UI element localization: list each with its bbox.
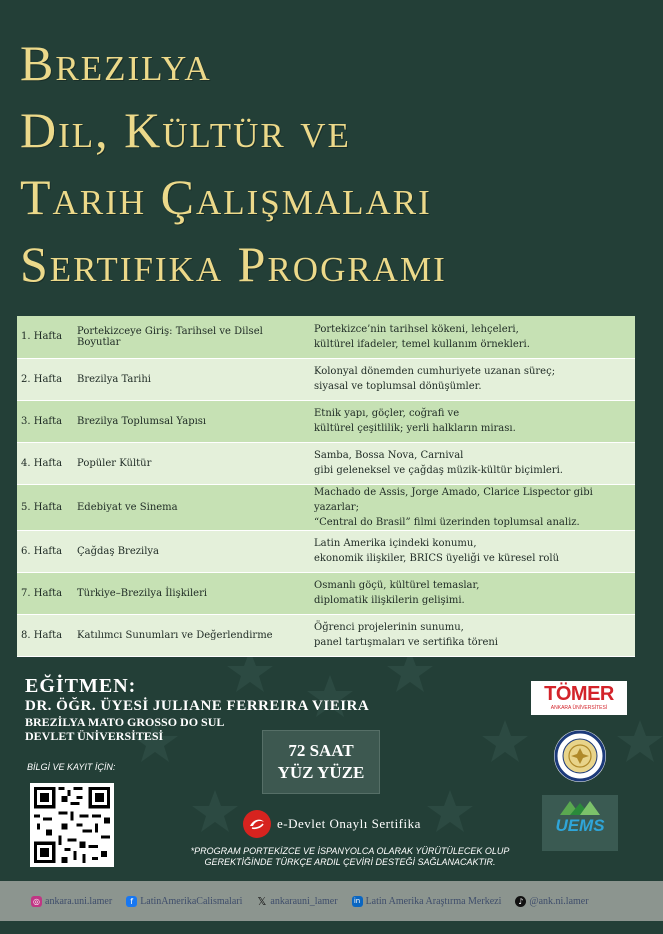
tomer-subtitle: ANKARA ÜNİVERSİTESİ bbox=[550, 705, 608, 711]
topic-cell: Edebiyat ve Sinema bbox=[73, 484, 310, 530]
week-cell: 8. Hafta bbox=[17, 614, 73, 656]
edevlet-label: e-Devlet Onaylı Sertifika bbox=[277, 816, 421, 831]
table-row bbox=[17, 316, 635, 358]
topic-cell: Çağdaş Brezilya bbox=[73, 530, 310, 572]
description-line: panel tartışmaları ve sertifika töreni bbox=[314, 637, 499, 648]
week-cell: 2. Hafta bbox=[17, 358, 73, 400]
social-link-instagram[interactable] bbox=[31, 896, 112, 907]
description-line: Etnik yapı, göçler, coğrafi ve bbox=[314, 408, 460, 419]
description-line: Portekizce’nin tarihsel kökeni, lehçeleri, bbox=[314, 323, 519, 335]
description-line: Kolonyal dönemden cumhuriyete uzanan süreç; bbox=[314, 366, 556, 377]
note-line-1: *PROGRAM PORTEKİZCE VE İSPANYOLCA OLARAK YÜRÜTÜLECEK OLUP bbox=[190, 846, 510, 856]
instructor-heading: EĞİTMEN: bbox=[25, 675, 137, 697]
week-cell: 4. Hafta bbox=[17, 442, 73, 484]
topic-cell: Türkiye–Brezilya İlişkileri bbox=[73, 572, 310, 614]
description-line: siyasal ve toplumsal dönüşümler. bbox=[314, 381, 482, 392]
linkedin-handle: Latin Amerika Araştırma Merkezi bbox=[365, 895, 502, 907]
social-link-linkedin[interactable] bbox=[352, 896, 502, 907]
description-cell bbox=[310, 358, 635, 400]
uems-logo bbox=[542, 795, 618, 851]
note-line-2: GEREKTİĞİNDE TÜRKÇE ARDIL ÇEVİRİ DESTEĞİ SAĞLANACAKTIR. bbox=[204, 857, 496, 867]
ankara-university-seal-icon bbox=[553, 729, 607, 783]
social-link-facebook[interactable] bbox=[126, 896, 242, 907]
uems-brand: UEMS bbox=[555, 816, 605, 835]
facebook-handle: LatinAmerikaCalismalari bbox=[140, 895, 243, 907]
description-line: “Central do Brasil” filmi üzerinden toplumsal analiz. bbox=[314, 516, 580, 528]
description-cell bbox=[310, 572, 635, 614]
description-cell bbox=[310, 530, 635, 572]
format-text: YÜZ YÜZE bbox=[277, 763, 365, 782]
description-cell bbox=[310, 442, 635, 484]
topic-cell: Brezilya Toplumsal Yapısı bbox=[73, 400, 310, 442]
social-link-tiktok[interactable] bbox=[515, 896, 588, 907]
description-cell bbox=[310, 614, 635, 656]
title-line-4: Sertifika Programı bbox=[20, 236, 447, 292]
instructor-name: DR. ÖĞR. ÜYESİ JULIANE FERREIRA VIEIRA bbox=[25, 698, 370, 714]
description-line: gibi geleneksel ve çağdaş müzik-kültür biçimleri. bbox=[314, 465, 563, 476]
table-row bbox=[17, 572, 635, 614]
description-line: Osmanlı göçü, kültürel temaslar, bbox=[314, 580, 480, 591]
instagram-handle: ankara.uni.lamer bbox=[45, 895, 113, 907]
qr-code[interactable] bbox=[30, 783, 114, 867]
week-cell: 6. Hafta bbox=[17, 530, 73, 572]
tiktok-handle: @ank.ni.lamer bbox=[529, 895, 589, 907]
info-registration-label: BİLGİ VE KAYIT İÇİN: bbox=[27, 762, 116, 772]
social-link-x[interactable] bbox=[256, 896, 337, 907]
topic-cell: Popüler Kültür bbox=[73, 442, 310, 484]
edevlet-certificate bbox=[243, 810, 421, 838]
description-line: ekonomik ilişkiler, BRICS üyeliği ve küresel rolü bbox=[314, 553, 560, 564]
description-line: diplomatik ilişkilerin gelişimi. bbox=[314, 595, 465, 606]
hours-badge bbox=[262, 730, 380, 794]
table-row bbox=[17, 400, 635, 442]
table-row bbox=[17, 530, 635, 572]
description-line: Latin Amerika içindeki konumu, bbox=[314, 538, 477, 549]
week-cell: 3. Hafta bbox=[17, 400, 73, 442]
table-row bbox=[17, 442, 635, 484]
x-handle: ankarauni_lamer bbox=[270, 895, 338, 907]
tiktok-icon: ♪ bbox=[515, 896, 526, 907]
x-icon: 𝕏 bbox=[257, 894, 267, 908]
program-title bbox=[20, 30, 650, 298]
table-row bbox=[17, 484, 635, 530]
title-line-2: Dil, Kültür ve bbox=[20, 102, 351, 158]
description-line: Samba, Bossa Nova, Carnival bbox=[314, 450, 464, 461]
tomer-brand: TÖMER bbox=[544, 683, 614, 705]
description-cell bbox=[310, 316, 635, 358]
social-footer bbox=[0, 881, 663, 921]
week-cell: 7. Hafta bbox=[17, 572, 73, 614]
week-cell: 5. Hafta bbox=[17, 484, 73, 530]
schedule-table bbox=[17, 316, 635, 657]
week-cell: 1. Hafta bbox=[17, 316, 73, 358]
instagram-icon: ◎ bbox=[31, 896, 42, 907]
topic-cell: Katılımcı Sunumları ve Değerlendirme bbox=[73, 614, 310, 656]
topic-cell: Portekizceye Giriş: Tarihsel ve Dilsel Boyutlar bbox=[73, 316, 310, 358]
description-line: kültürel ifadeler, temel kullanım örnekleri. bbox=[314, 338, 530, 350]
description-cell bbox=[310, 484, 635, 530]
description-line: Öğrenci projelerinin sunumu, bbox=[314, 622, 464, 633]
description-line: kültürel çeşitlilik; yerli halkların mirası. bbox=[314, 423, 516, 434]
edevlet-logo-icon bbox=[243, 810, 271, 838]
language-note bbox=[150, 846, 550, 868]
table-row bbox=[17, 614, 635, 656]
linkedin-icon: in bbox=[352, 896, 363, 907]
topic-cell: Brezilya Tarihi bbox=[73, 358, 310, 400]
description-cell bbox=[310, 400, 635, 442]
facebook-icon: f bbox=[126, 896, 137, 907]
title-line-1: Brezilya bbox=[20, 35, 212, 91]
hours-text: 72 SAAT bbox=[288, 741, 354, 760]
instructor-university-line-1: BREZİLYA MATO GROSSO DO SUL bbox=[25, 715, 225, 729]
tomer-logo bbox=[531, 681, 627, 715]
description-line: Machado de Assis, Jorge Amado, Clarice Lispector gibi yazarlar; bbox=[314, 486, 593, 513]
instructor-university-line-2: DEVLET ÜNİVERSİTESİ bbox=[25, 729, 164, 743]
table-row bbox=[17, 358, 635, 400]
title-line-3: Tarih Çalışmaları bbox=[20, 169, 432, 225]
